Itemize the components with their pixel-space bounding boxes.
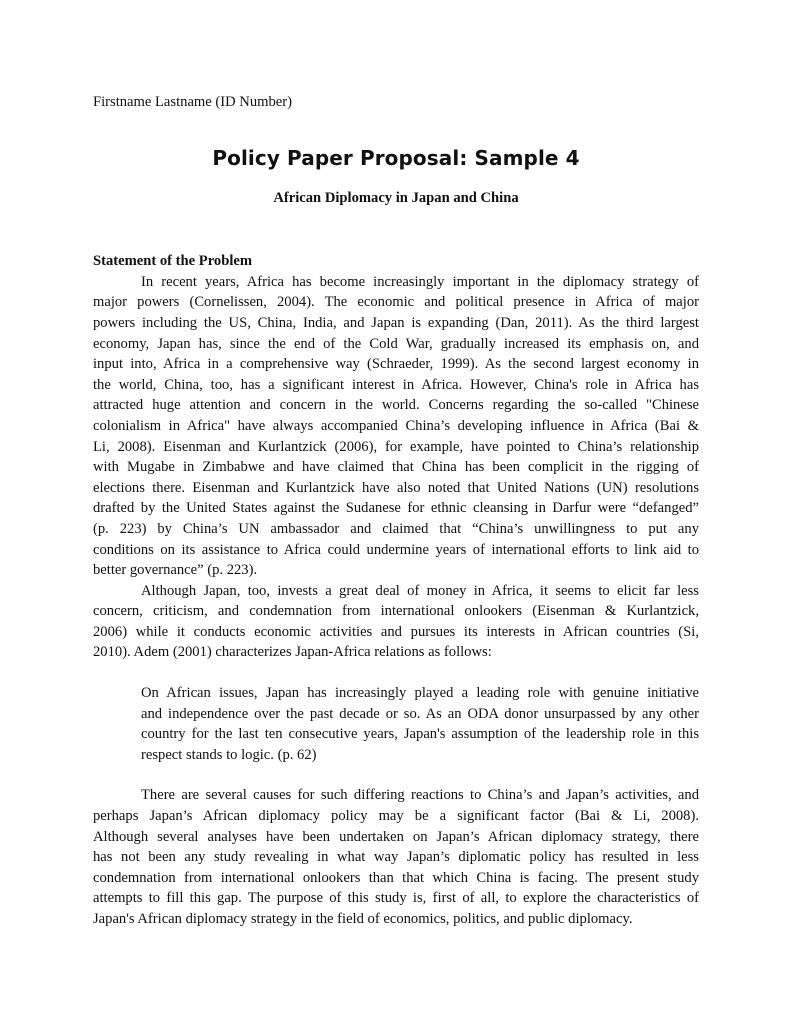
text-line: better governance” (p. 223). bbox=[93, 562, 258, 579]
text-line: respect stands to logic. (p. 62) bbox=[141, 746, 317, 763]
text-line: attempts to fill this gap. The purpose of this study is, first of all, to explore the characteristics of bbox=[93, 890, 699, 907]
text-line: In recent years, Africa has become increasingly important in the diplomacy strategy of bbox=[141, 273, 699, 290]
text-line: On African issues, Japan has increasingly played a leading role with genuine initiative bbox=[141, 685, 699, 702]
text-line: country for the last ten consecutive years, Japan's assumption of the leadership role in this bbox=[141, 726, 699, 743]
text-line: and independence over the past decade or so. As an ODA donor unsurpassed by any other bbox=[141, 705, 699, 722]
text-line: Li, 2008). Eisenman and Kurlantzick (2006), for example, have pointed to China’s relationship bbox=[93, 438, 699, 455]
text-line: Although several analyses have been undertaken on Japan’s African diplomacy strategy, there bbox=[93, 828, 699, 845]
document-page bbox=[93, 92, 699, 930]
text-line: There are several causes for such differing reactions to China’s and Japan’s activities, and bbox=[141, 787, 699, 804]
block-quote bbox=[141, 683, 699, 765]
text-line: (p. 223) by China’s UN ambassador and claimed that “China’s unwillingness to put any bbox=[93, 520, 699, 537]
text-line: input into, Africa in a comprehensive way (Schraeder, 1999). As the second largest economy in bbox=[93, 356, 699, 373]
text-line: has not been any study revealing in what way Japan’s diplomatic policy has resulted in less bbox=[93, 849, 699, 866]
text-line: perhaps Japan’s African diplomacy policy may be a significant factor (Bai & Li, 2008). bbox=[93, 808, 699, 825]
text-line: major powers (Cornelissen, 2004). The economic and political presence in Africa of major bbox=[93, 294, 699, 311]
text-line: elections there. Eisenman and Kurlantzick have also noted that United Nations (UN) resolutions bbox=[93, 479, 699, 496]
document-title: Policy Paper Proposal: Sample 4 bbox=[212, 145, 580, 170]
text-line: the world, China, too, has a significant interest in Africa. However, China's role in Africa has bbox=[93, 376, 699, 393]
text-line: powers including the US, China, India, and Japan is expanding (Dan, 2011). As the third largest bbox=[93, 314, 699, 331]
text-line: Japan's African diplomacy strategy in the field of economics, politics, and public diplomacy. bbox=[93, 911, 633, 927]
text-line: colonialism in Africa" have always accompanied China’s developing influence in Africa (Bai & bbox=[93, 417, 699, 434]
text-line: 2010). Adem (2001) characterizes Japan-Africa relations as follows: bbox=[93, 644, 492, 661]
paragraph-1 bbox=[93, 272, 699, 581]
text-line: economy, Japan has, since the end of the Cold War, gradually increased its emphasis on, and bbox=[93, 335, 699, 352]
text-line: attracted huge attention and concern in the world. Concerns regarding the so-called "Chinese bbox=[93, 397, 699, 414]
text-line: with Mugabe in Zimbabwe and have claimed that China has been complicit in the rigging of bbox=[93, 459, 699, 476]
text-line: Although Japan, too, invests a great deal of money in Africa, it seems to elicit far less bbox=[141, 582, 699, 599]
document-subtitle: African Diplomacy in Japan and China bbox=[273, 189, 519, 206]
text-line: concern, criticism, and condemnation from international onlookers (Eisenman & Kurlantzick, bbox=[93, 603, 699, 620]
text-line: drafted by the United States against the Sudanese for ethnic cleansing in Darfur were “defanged” bbox=[93, 500, 699, 517]
section-heading: Statement of the Problem bbox=[93, 253, 253, 270]
text-line: 2006) while it conducts economic activities and pursues its interests in African countries (Si, bbox=[93, 623, 699, 640]
paragraph-2 bbox=[93, 581, 699, 663]
paragraph-3 bbox=[93, 785, 699, 929]
author-line: Firstname Lastname (ID Number) bbox=[93, 94, 292, 110]
text-line: condemnation from international onlookers than that which China is facing. The present study bbox=[93, 869, 699, 886]
text-line: conditions on its assistance to Africa could undermine years of international efforts to link aid to bbox=[93, 541, 699, 558]
